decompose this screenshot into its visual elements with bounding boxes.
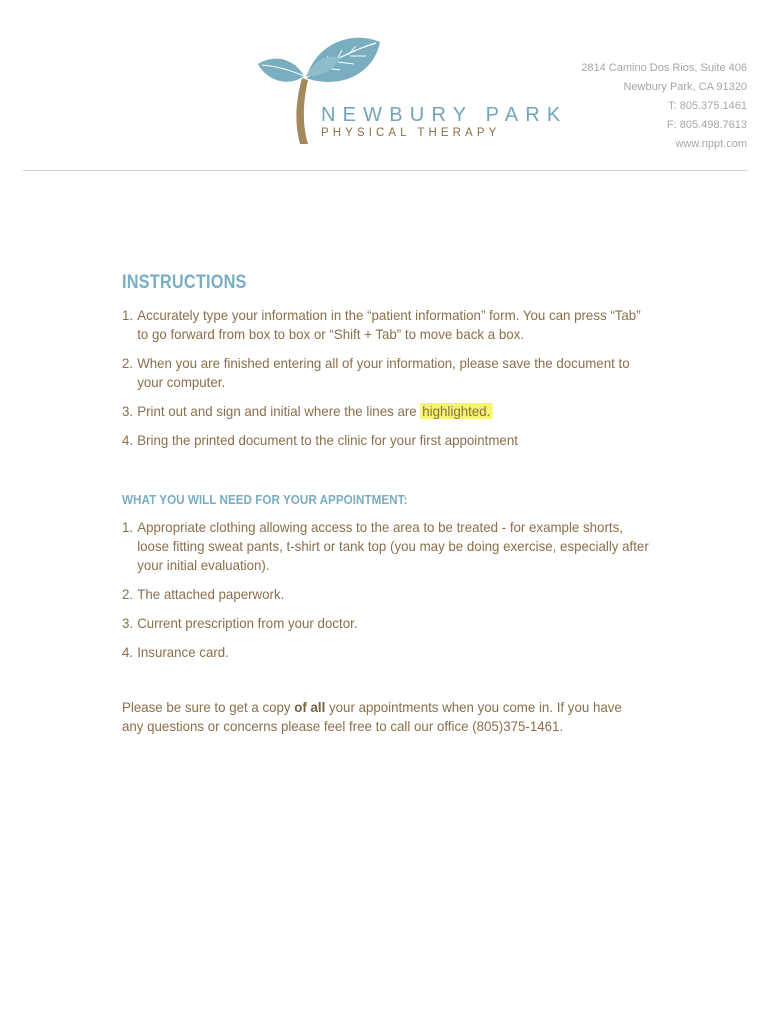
list-item: 3. Print out and sign and initial where the lines are highlighted. bbox=[122, 403, 491, 419]
list-item: 3. Current prescription from your doctor. bbox=[122, 615, 358, 631]
contact-block bbox=[581, 59, 747, 154]
bold-phrase: of all bbox=[294, 699, 326, 715]
list-item: 4. Bring the printed document to the clinic for your first appointment bbox=[122, 432, 518, 448]
phone-number: T: 805.375.1461 bbox=[668, 100, 747, 112]
closing-paragraph: Please be sure to get a copy of all your appointments when you come in. If you have any questions or concerns please feel free to call our office (805)375-1461. bbox=[122, 699, 622, 734]
address-line-2: Newbury Park, CA 91320 bbox=[623, 81, 747, 93]
brand-subtitle: PHYSICAL THERAPY bbox=[321, 127, 501, 139]
list-item: 2. When you are finished entering all of your information, please save the document to your computer. bbox=[122, 355, 630, 390]
needs-list bbox=[122, 518, 682, 662]
list-item: 1. Accurately type your information in the “patient information” form. You can press “Tab” to go forward from box to box or “Shift + Tab” to move back a box. bbox=[122, 307, 641, 342]
website-link[interactable]: www.nppt.com bbox=[675, 138, 747, 150]
instructions-heading: INSTRUCTIONS bbox=[122, 272, 247, 293]
brand-name: NEWBURY PARK bbox=[321, 104, 568, 126]
address-line-1: 2814 Camino Dos Rios, Suite 406 bbox=[581, 62, 747, 74]
fax-number: F: 805.498.7613 bbox=[666, 119, 747, 131]
highlighted-word: highlighted. bbox=[422, 403, 491, 419]
main-content bbox=[122, 272, 682, 736]
list-item: 2. The attached paperwork. bbox=[122, 586, 285, 602]
list-item: 4. Insurance card. bbox=[122, 644, 229, 660]
list-item: 1. Appropriate clothing allowing access to the area to be treated - for example shorts, loose fitting sweat pants, t-shirt or tank top (you may be doing exercise, especially after your initial evaluation). bbox=[122, 519, 649, 573]
instructions-list bbox=[122, 306, 682, 450]
instructions-section bbox=[122, 272, 682, 450]
needs-heading: WHAT YOU WILL NEED FOR YOUR APPOINTMENT: bbox=[122, 492, 408, 507]
header-divider bbox=[23, 170, 747, 171]
needs-section bbox=[122, 492, 682, 662]
